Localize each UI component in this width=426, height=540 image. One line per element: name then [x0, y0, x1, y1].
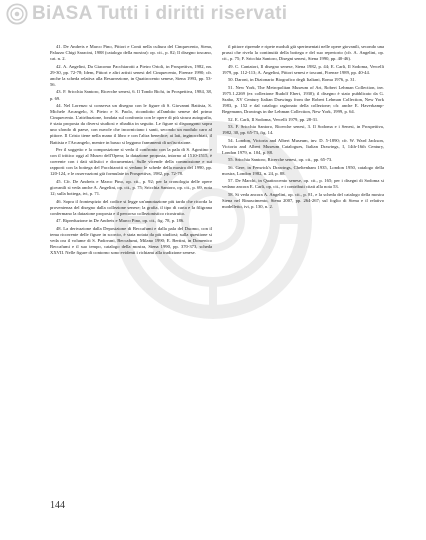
notes-right-column: [222, 44, 384, 212]
biasa-seal-icon: [6, 3, 28, 25]
watermark-text: BiASA Tutti i diritti riservati: [32, 3, 288, 24]
footnote-paragraph: 51. New York, The Metropolitan Museum of Art, Robert Lehman Collection, inv. 1975.1.2269 (ex collezione Rudolf Ebert, 1930); il disegno è stato pubblicato da G. Szabo, XV Century Italian Drawings from the Robert Lehman Collection, New York 1983, p. 152 e dal catalogo ragionato della collezione; cfr. anche E. Haverkamp-Begemann, Drawings in the Lehman Collection, New York, 1999, p. 64.: [222, 84, 384, 115]
footnote-paragraph: 50. Daroni, in Dizionario Biografico degli Italiani, Roma 1976, p. 31.: [228, 77, 356, 83]
footnote-paragraph: 44. Nel Lorenzo si conserva un disegno con le figure di S. Giovanni Battista, S. Michele Arcangelo, S. Pietro e S. Paolo, ricondotto all'ambito senese del primo Cinquecento. L'attribuzione, fondata sul confronto con le opere di più sicura autografia, è stata proposta da diversi studiosi e ribadita in seguito. Le figure si dispongono sopra uno sfondo di paese, con nuvole che incorniciano i santi, secondo un modulo caro al pittore. Il Cristo tiene nella mano il libro e con l'altra benedice; ai lati, inginocchiati, il Battista e l'Arcangelo, mentre in basso si leggono frammenti di un'iscrizione.: [50, 103, 212, 145]
footnote-paragraph: il pittore riprende e ripete moduli già sperimentati nelle opere giovanili, secondo una prassi che rivela la continuità della bottega e del suo repertorio (cfr. A. Angelini, op. cit., p. 75; F. Sricchia Santoro, Disegni senesi, Siena 1990, pp. 40-46).: [222, 44, 384, 62]
footnote-paragraph: Per il soggetto e la composizione si veda il confronto con la pala di S. Agostino e con il trittico oggi al Museo dell'Opera; la datazione proposta, intorno al 1510-1515, è coerente con i dati stilistici e documentari. Sulle vicende della commissione e sui rapporti con la bottega del Pacchiarotti si vedano le schede della mostra del 1990, pp. 120-124, e le osservazioni già formulate in Prospettiva, 1982, pp. 72-78.: [50, 147, 212, 177]
footnote-paragraph: 49. C. Cantatori, Il disegno senese, Siena 1982, p. 44; E. Carli, Il Sodoma, Vercelli 1979, pp. 112-113; A. Angelini, Pittori senesi e toscani, Firenze 1989, pp. 40-44.: [222, 63, 384, 75]
footnote-paragraph: 57. De Marchi, in Quattrocento senese, op. cit., p. 165; per i disegni di Sodoma si vedano ancora E. Carli, op. cit., e i contributi citati alla nota 53.: [222, 178, 384, 190]
footnote-paragraph: 53. F. Sricchia Santoro, Ricerche senesi, 3. Il Sodoma e i Senesi, in Prospettiva, 1982, 30, pp. 65-73, fig. 14.: [222, 124, 384, 136]
notes-left-column: [50, 44, 212, 258]
watermark-banner: [0, 0, 426, 28]
footnote-paragraph: 42. A. Angelini, Da Giacomo Pacchiarotti a Pietro Orioli, in Prospettiva, 1982, nn. 29-30, pp. 72-78; Idem, Pittori e altri artisti senesi del Cinquecento, Firenze 1990; cfr. anche la scheda relativa alla Resurrezione, in Quattrocento senese, Siena 1993, pp. 53-56.: [50, 63, 212, 87]
footnote-paragraph: 47. Ripreduzione in De Andreis e Marco Pino, op. cit., fig. 78, p. 186.: [56, 218, 185, 224]
page-number: 144: [50, 500, 65, 511]
footnote-paragraph: 48. La derivazione dalla Deposizione di Beccafumi e dalla pala del Duomo, con il tema ricorrente delle figure in scorcio, è stata notata da più studiosi; sulla questione si veda ora il volume di S. Padovani, Beccafumi, Milano 1990; E. Bertini, in Domenico Beccafumi e il suo tempo, catalogo della mostra, Siena 1990, pp. 370-373, scheda XXVII. Nelle figure di contorno sono evidenti i richiami alla tradizione senese.: [50, 225, 212, 256]
footnote-paragraph: 56. Gere, in Fenwick's Drawings, Cheltenham 1935, London 1950, catalogo della mostra, London 1982, n. 24, p. 88.: [222, 164, 384, 176]
footnote-paragraph: 41. De Andreis e Marco Pino, Pittori e Conti nella cultura del Cinquecento, Siena, Palazzo Chigi Saracini, 1988 (catalogo della mostra): op. cit., p. 82; Il disegno toscano, cat. n. 2.: [50, 44, 212, 62]
footnote-paragraph: 46. Sopra il frontespizio del codice si legge un'annotazione più tarda che ricorda la provenienza del disegno dalla collezione senese; la grafia, il tipo di carta e la filigrana confermano la datazione proposta e il percorso collezionistico ricostruito.: [50, 198, 212, 216]
footnote-paragraph: 58. Si veda ancora A. Angelini, op. cit., p. 81, e la scheda del catalogo della mostra Siena nel Rinascimento, Siena 2007, pp. 264-267; sul foglio di Siena e il relativo modelletto, ivi, p. 130, n. 2.: [222, 191, 384, 210]
footnote-paragraph: 43. F. Sricchia Santoro, Ricerche senesi, 6. Il Tondo Bichi, in Prospettiva, 1984, 38, p. 69.: [50, 89, 212, 101]
footnote-paragraph: 52. E. Carli, Il Sodoma, Vercelli 1979, pp. 28-31.: [228, 116, 319, 122]
footnote-paragraph: 45. Cfr. De Andreis e Marco Pino, op. cit., p. 92; per la cronologia delle opere giovanili si veda anche A. Angelini, op. cit., p. 75; Sricchia Santoro, op. cit., p. 69, nota 12; sulla bottega, ivi, p. 71.: [50, 178, 212, 197]
footnote-paragraph: 54. London, Victoria and Albert Museum, inv. D. 5-1890; cfr. W. Ward Jackson, Victoria and Albert Museum Catalogues, Italian Drawings, I, 14th-16th Century, London 1979, n. 104, p. 88.: [222, 137, 384, 155]
footnote-paragraph: 55. Sricchia Santoro, Ricerche senesi, op. cit., pp. 65-73.: [228, 157, 333, 163]
